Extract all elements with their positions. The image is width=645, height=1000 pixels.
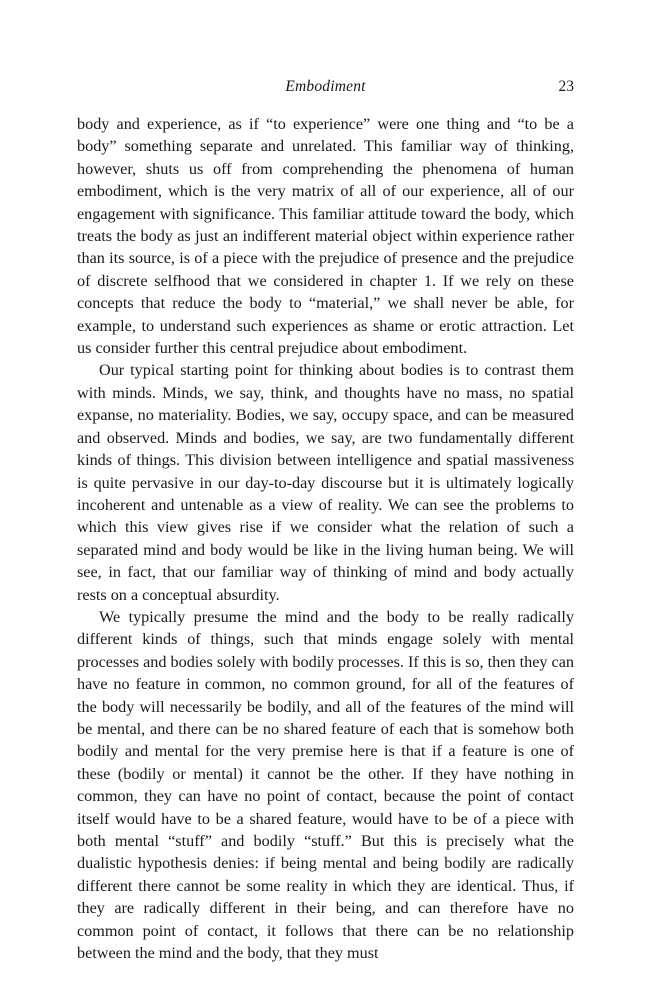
paragraph-dualism: We typically presume the mind and the body to be really radically different kinds of things, such that minds engage solely with mental processes and bodies solely with bodily processes. If this is so, then they can have no feature in common, no common ground, for all of the features of the body will necessarily be bodily, and all of the features of the mind will be mental, and there can be no shared feature of each that is somehow both bodily and mental for the very premise here is that if a feature is one of these (bodily or mental) it cannot be the other. If they have nothing in common, they can have no point of contact, because the point of contact itself would have to be a shared feature, would have to be of a piece with both mental “stuff” and bodily “stuff.” But this is precisely what the dualistic hypothesis denies: if being mental and being bodily are radically different there cannot be some reality in which they are identical. Thus, if they are radically different in their being, and can therefore have no common point of contact, it follows that there can be no relationship between the mind and the body, that they must [77,607,574,963]
paragraph-minds-and-bodies: Our typical starting point for thinking about bodies is to contrast them with minds. Minds, we say, think, and thoughts have no mass, no spatial expanse, no materiality. Bodies, we say, occupy space, and can be measured and observed. Minds and bodies, we say, are two fundamentally different kinds of things. This division between intelligence and spatial massiveness is quite pervasive in our day-to-day discourse but it is ultimately logically incoherent and untenable as a view of reality. We can see the problems to which this view gives rise if we consider what the relation of such a separated mind and body would be like in the living human being. We will see, in fact, that our familiar way of thinking of mind and body actually rests on a conceptual absurdity. [77,361,574,604]
running-title: Embodiment [285,78,366,95]
page-number: 23 [558,78,574,95]
paragraph-continued: body and experience, as if “to experience” were one thing and “to be a body” something separate and unrelated. This familiar way of thinking, however, shuts us off from comprehending the phenomena of human embodiment, which is the very matrix of all of our experience, all of our engagement with significance. This familiar attitude toward the body, which treats the body as just an indifferent material object within experience rather than its source, is of a piece with the prejudice of presence and the prejudice of discrete selfhood that we considered in chapter 1. If we rely on these concepts that reduce the body to “material,” we shall never be able, for example, to understand such experiences as shame or erotic attraction. Let us consider further this central prejudice about embodiment. [77,115,574,358]
body-text [77,113,574,964]
running-head [77,78,574,102]
